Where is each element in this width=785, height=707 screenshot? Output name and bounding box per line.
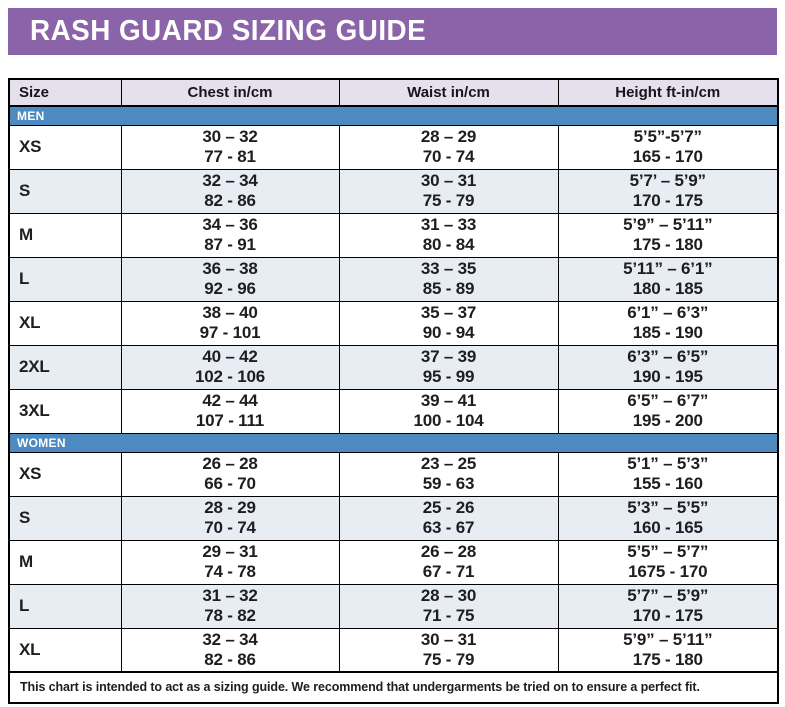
table-row-men-xl — [9, 301, 778, 345]
waist-cell: 28 – 29 70 - 74 — [339, 125, 558, 169]
table-row-women-xs — [9, 452, 778, 496]
waist-cell: 25 - 26 63 - 67 — [339, 496, 558, 540]
sizing-table — [8, 78, 779, 704]
waist-cell: 33 – 35 85 - 89 — [339, 257, 558, 301]
table-row-women-m — [9, 540, 778, 584]
chest-cell: 26 – 28 66 - 70 — [121, 452, 339, 496]
height-cell: 5’11” – 6’1” 180 - 185 — [558, 257, 778, 301]
table-row-women-xl — [9, 628, 778, 672]
height-cell: 5’7’ – 5’9” 170 - 175 — [558, 169, 778, 213]
size-cell: 3XL — [9, 389, 121, 433]
table-row-men-m — [9, 213, 778, 257]
column-header-size: Size — [9, 79, 121, 106]
waist-cell: 30 – 31 75 - 79 — [339, 169, 558, 213]
size-cell: XS — [9, 452, 121, 496]
size-cell: L — [9, 584, 121, 628]
waist-cell: 31 – 33 80 - 84 — [339, 213, 558, 257]
height-cell: 5’5”-5’7” 165 - 170 — [558, 125, 778, 169]
size-cell: XS — [9, 125, 121, 169]
section-label: WOMEN — [9, 433, 778, 452]
chest-cell: 38 – 40 97 - 101 — [121, 301, 339, 345]
height-cell: 5’7” – 5’9” 170 - 175 — [558, 584, 778, 628]
waist-cell: 39 – 41 100 - 104 — [339, 389, 558, 433]
chest-cell: 40 – 42 102 - 106 — [121, 345, 339, 389]
table-row-men-l — [9, 257, 778, 301]
section-band-men — [9, 106, 778, 125]
chest-cell: 29 – 31 74 - 78 — [121, 540, 339, 584]
column-header-waist: Waist in/cm — [339, 79, 558, 106]
size-cell: S — [9, 169, 121, 213]
table-row-women-s — [9, 496, 778, 540]
size-cell: L — [9, 257, 121, 301]
waist-cell: 26 – 28 67 - 71 — [339, 540, 558, 584]
height-cell: 5’9” – 5’11” 175 - 180 — [558, 213, 778, 257]
table-row-men-2xl — [9, 345, 778, 389]
size-cell: XL — [9, 301, 121, 345]
chest-cell: 32 – 34 82 - 86 — [121, 169, 339, 213]
waist-cell: 23 – 25 59 - 63 — [339, 452, 558, 496]
size-cell: M — [9, 213, 121, 257]
height-cell: 5’3” – 5’5” 160 - 165 — [558, 496, 778, 540]
table-row-men-xs — [9, 125, 778, 169]
waist-cell: 37 – 39 95 - 99 — [339, 345, 558, 389]
height-cell: 5’9” – 5’11” 175 - 180 — [558, 628, 778, 672]
waist-cell: 30 – 31 75 - 79 — [339, 628, 558, 672]
height-cell: 5’1” – 5’3” 155 - 160 — [558, 452, 778, 496]
footnote-text: This chart is intended to act as a sizing guide. We recommend that undergarments be tried on to ensure a perfect fit. — [9, 672, 778, 703]
column-header-chest: Chest in/cm — [121, 79, 339, 106]
table-row-men-3xl — [9, 389, 778, 433]
chest-cell: 31 – 32 78 - 82 — [121, 584, 339, 628]
footnote-row — [9, 672, 778, 703]
table-header — [9, 79, 778, 106]
page-title: RASH GUARD SIZING GUIDE — [30, 15, 427, 47]
column-header-row — [9, 79, 778, 106]
column-header-height: Height ft-in/cm — [558, 79, 778, 106]
chest-cell: 34 – 36 87 - 91 — [121, 213, 339, 257]
chest-cell: 28 - 29 70 - 74 — [121, 496, 339, 540]
chest-cell: 30 – 32 77 - 81 — [121, 125, 339, 169]
chest-cell: 42 – 44 107 - 111 — [121, 389, 339, 433]
size-cell: M — [9, 540, 121, 584]
size-cell: XL — [9, 628, 121, 672]
section-label: MEN — [9, 106, 778, 125]
height-cell: 6’3” – 6’5” 190 - 195 — [558, 345, 778, 389]
chest-cell: 36 – 38 92 - 96 — [121, 257, 339, 301]
chest-cell: 32 – 34 82 - 86 — [121, 628, 339, 672]
waist-cell: 35 – 37 90 - 94 — [339, 301, 558, 345]
table-row-men-s — [9, 169, 778, 213]
size-cell: 2XL — [9, 345, 121, 389]
height-cell: 6’1” – 6’3” 185 - 190 — [558, 301, 778, 345]
table-footer — [9, 672, 778, 703]
size-cell: S — [9, 496, 121, 540]
title-banner — [8, 8, 777, 55]
height-cell: 6’5” – 6’7” 195 - 200 — [558, 389, 778, 433]
height-cell: 5’5” – 5’7” 1675 - 170 — [558, 540, 778, 584]
sizing-table-body — [9, 106, 778, 672]
table-row-women-l — [9, 584, 778, 628]
waist-cell: 28 – 30 71 - 75 — [339, 584, 558, 628]
section-band-women — [9, 433, 778, 452]
